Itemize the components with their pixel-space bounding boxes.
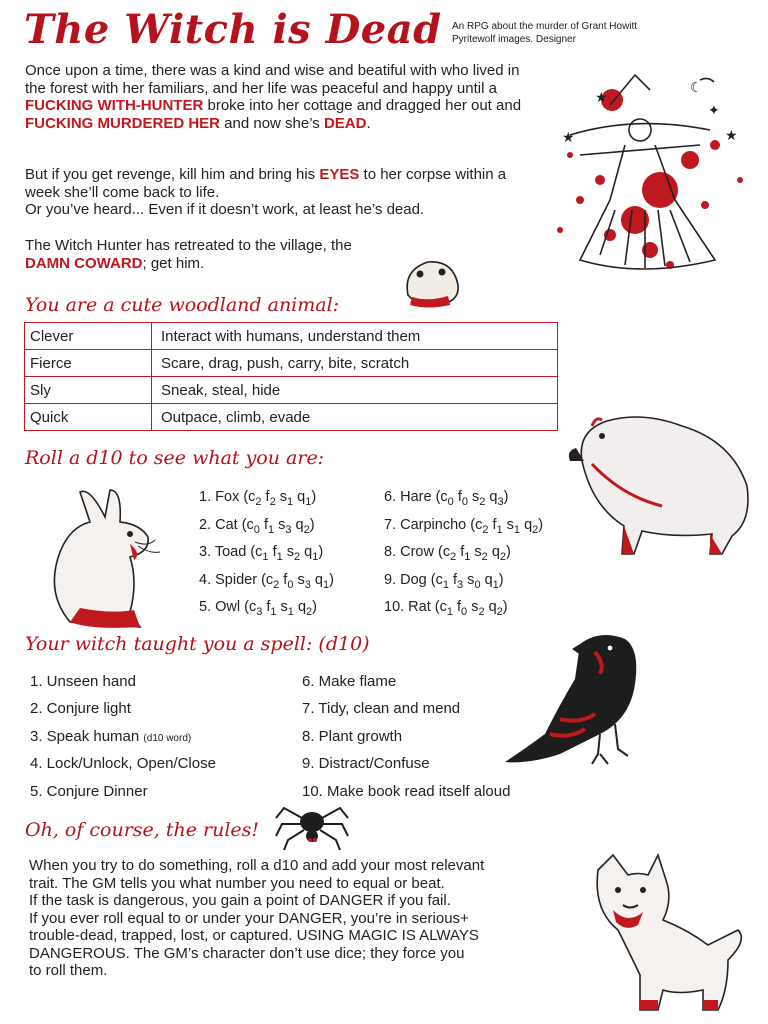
- rules-heading: Oh, of course, the rules!: [25, 819, 260, 841]
- traits-table: [24, 322, 558, 431]
- list-item: 8. Plant growth: [302, 727, 403, 745]
- intro-paragraph: Once upon a time, there was a kind and wise and beatiful with who lived in the forest with her familiars, and her life was peaceful and happy until a FUCKING WITH-HUNTER broke into her cottage and dragged her out and FUCKING MURDERED HER and now she’s DEAD.: [25, 62, 522, 132]
- speak-note: (d10 word): [143, 732, 192, 744]
- rabbit-illustration: [30, 482, 175, 632]
- list-item: 9. Dog ($c_1$ $f_3$ $s_0$ $q_1$): [384, 571, 504, 591]
- svg-text:✦: ✦: [708, 103, 720, 119]
- list-item: 2. Conjure light: [30, 700, 131, 718]
- svg-text:☾: ☾: [690, 80, 703, 96]
- list-item: 3. Toad ($c_1$ $f_1$ $s_2$ $q_1$): [199, 544, 324, 564]
- spell-list-left: [30, 673, 216, 810]
- rules-text: When you try to do something, roll a d10 and add your most relevant trait. The GM tells you what number you need to equal or beat. If the task is dangerous, you gain a point of DANGER if you fail. If you ever roll equal to or under your DANGER, you’re in serious+ trouble-dead, trapped, lost, or captured. USING MAGIC IS ALWAYS DANGEROUS. The GM’s character don’t use dice; they force you to roll them.: [29, 857, 485, 979]
- spell-heading: Your witch taught you a spell: (d10): [25, 633, 370, 655]
- list-item: 6. Make flame: [302, 673, 397, 690]
- roll-heading: Roll a d10 to see what you are:: [25, 447, 325, 469]
- crow-illustration: [500, 624, 648, 768]
- svg-text:★: ★: [562, 130, 575, 146]
- list-item: 6. Hare ($c_0$ $f_0$ $s_2$ $q_3$): [384, 489, 509, 508]
- list-item: 1. Unseen hand: [30, 673, 136, 690]
- list-item: 8. Crow ($c_2$ $f_1$ $s_2$ $q_2$): [384, 544, 511, 564]
- svg-text:★: ★: [595, 90, 608, 106]
- credit-line: Pyritewolf images. Designer: [452, 34, 576, 45]
- list-item: 4. Spider ($c_2$ $f_0$ $s_3$ $q_1$): [199, 571, 334, 591]
- dog-illustration: [578, 850, 760, 1018]
- spider-illustration: [272, 800, 352, 852]
- roll-list-left: [199, 489, 334, 627]
- list-item: 5. Conjure Dinner: [30, 782, 148, 800]
- witch-illustration: [540, 60, 760, 288]
- animal-heading: You are a cute woodland animal:: [25, 294, 340, 316]
- credit-line: An RPG about the murder of Grant Howitt: [452, 21, 638, 32]
- table-row: Fierce Scare, drag, push, carry, bite, scratch: [25, 350, 558, 377]
- list-item: 2. Cat ($c_0$ $f_1$ $s_3$ $q_2$): [199, 516, 315, 536]
- hunter-paragraph: The Witch Hunter has retreated to the village, the DAMN COWARD; get him.: [25, 237, 352, 272]
- capybara-illustration: [562, 406, 760, 558]
- svg-text:★: ★: [725, 128, 738, 144]
- list-item: 5. Owl ($c_3$ $f_1$ $s_1$ $q_2$): [199, 599, 317, 619]
- spell-list-right: [302, 673, 510, 810]
- list-item: 4. Lock/Unlock, Open/Close: [30, 755, 216, 773]
- list-item: 7. Carpincho ($c_2$ $f_1$ $s_1$ $q_2$): [384, 516, 544, 536]
- toad-illustration: [398, 250, 466, 310]
- list-item: 10. Rat ($c_1$ $f_0$ $s_2$ $q_2$): [384, 599, 508, 619]
- list-item: 7. Tidy, clean and mend: [302, 700, 461, 718]
- roll-list-right: [384, 489, 543, 627]
- credit-note: [452, 20, 732, 46]
- table-row: Sly Sneak, steal, hide: [25, 377, 558, 404]
- list-item: 1. Fox ($c_2$ $f_2$ $s_1$ $q_1$): [199, 489, 317, 508]
- list-item: 10. Make book read itself aloud: [302, 782, 511, 800]
- table-row: Clever Interact with humans, understand them: [25, 323, 558, 350]
- list-item: 9. Distract/Confuse: [302, 755, 430, 773]
- table-row: Quick Outpace, climb, evade: [25, 404, 558, 431]
- page-title: The Witch is Dead: [24, 6, 442, 53]
- revenge-paragraph: But if you get revenge, kill him and bring his EYES to her corpse within a week she’ll come back to life. Or you’ve heard... Even if it doesn’t work, at least he’s dead.: [25, 166, 507, 218]
- list-item: 3. Speak human (d10 word): [30, 727, 192, 745]
